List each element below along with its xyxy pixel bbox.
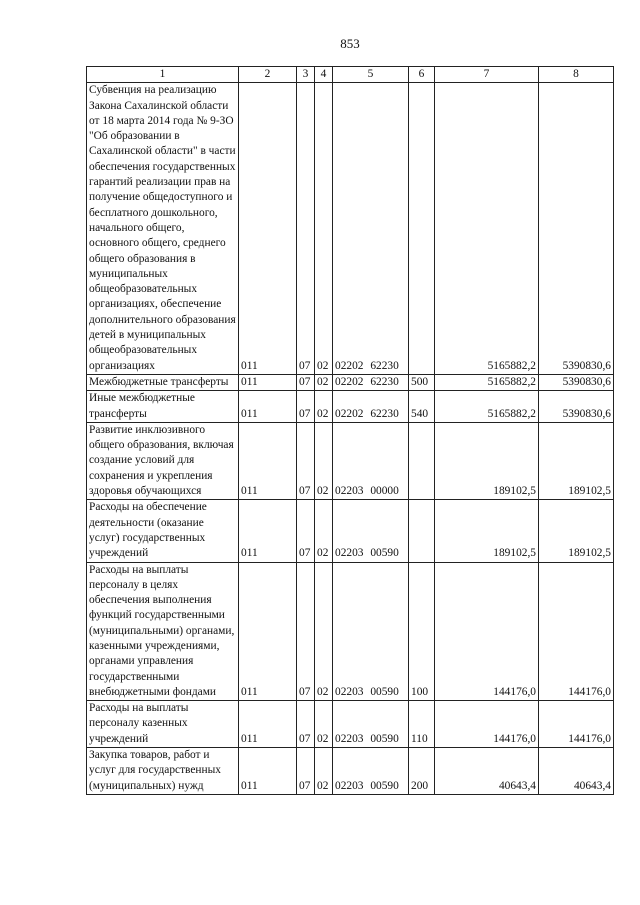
cell-section: 07 (297, 391, 315, 423)
cell-expense-type: 500 (409, 374, 435, 390)
cell-amount-2: 189102,5 (539, 500, 614, 562)
cell-amount-2: 5390830,6 (539, 374, 614, 390)
row-name: Расходы на обеспечение деятельности (оказание услуг) государственных учреждений (87, 500, 239, 562)
cell-expense-type: 110 (409, 701, 435, 748)
page-number: 853 (340, 36, 360, 51)
row-name: Межбюджетные трансферты (87, 374, 239, 390)
cell-ministry: 011 (239, 562, 297, 701)
table-row (87, 83, 614, 375)
cell-section: 07 (297, 83, 315, 375)
cell-amount-1: 40643,4 (435, 748, 539, 795)
cell-amount-2: 5390830,6 (539, 391, 614, 423)
cell-ministry: 011 (239, 701, 297, 748)
cell-expense-type: 100 (409, 562, 435, 701)
cell-section: 07 (297, 748, 315, 795)
cell-target-article: 02203 00590 (333, 701, 409, 748)
cell-subsection: 02 (315, 422, 333, 499)
cell-ministry: 011 (239, 83, 297, 375)
cell-amount-1: 5165882,2 (435, 391, 539, 423)
column-header: 5 (333, 67, 409, 83)
table-row (87, 500, 614, 562)
cell-expense-type: 540 (409, 391, 435, 423)
row-name: Расходы на выплаты персоналу казенных учреждений (87, 701, 239, 748)
table-row (87, 391, 614, 423)
cell-ministry: 011 (239, 374, 297, 390)
row-name: Расходы на выплаты персоналу в целях обеспечения выполнения функций государственными (муниципальными) органами, казенными учреждениями, органами управления государственными внебюджетными фондами (87, 562, 239, 701)
cell-amount-2: 40643,4 (539, 748, 614, 795)
cell-subsection: 02 (315, 562, 333, 701)
cell-expense-type (409, 422, 435, 499)
header-row (87, 67, 614, 83)
column-header: 7 (435, 67, 539, 83)
table-row (87, 374, 614, 390)
cell-amount-1: 144176,0 (435, 562, 539, 701)
cell-target-article: 02202 62230 (333, 374, 409, 390)
cell-ministry: 011 (239, 748, 297, 795)
cell-section: 07 (297, 562, 315, 701)
cell-expense-type (409, 500, 435, 562)
table-row (87, 748, 614, 795)
cell-target-article: 02203 00590 (333, 500, 409, 562)
cell-subsection: 02 (315, 748, 333, 795)
cell-amount-1: 189102,5 (435, 500, 539, 562)
row-name: Иные межбюджетные трансферты (87, 391, 239, 423)
row-name: Субвенция на реализацию Закона Сахалинской области от 18 марта 2014 года № 9-ЗО "Об образовании в Сахалинской области" в части обеспечения государственных гарантий реализации прав на получение общедоступного и бесплатного дошкольного, начального общего, основного общего, среднего общего образования в муниципальных общеобразовательных организациях, обеспечение дополнительного образования детей в муниципальных общеобразовательных организациях (87, 83, 239, 375)
column-header: 3 (297, 67, 315, 83)
column-header: 2 (239, 67, 297, 83)
cell-amount-2: 5390830,6 (539, 83, 614, 375)
cell-amount-1: 189102,5 (435, 422, 539, 499)
cell-amount-2: 189102,5 (539, 422, 614, 499)
cell-subsection: 02 (315, 391, 333, 423)
cell-expense-type: 200 (409, 748, 435, 795)
cell-target-article: 02202 62230 (333, 83, 409, 375)
cell-subsection: 02 (315, 500, 333, 562)
cell-amount-1: 5165882,2 (435, 83, 539, 375)
column-header: 8 (539, 67, 614, 83)
cell-section: 07 (297, 500, 315, 562)
column-header: 6 (409, 67, 435, 83)
cell-amount-2: 144176,0 (539, 562, 614, 701)
cell-section: 07 (297, 422, 315, 499)
cell-ministry: 011 (239, 391, 297, 423)
cell-amount-1: 144176,0 (435, 701, 539, 748)
cell-target-article: 02203 00000 (333, 422, 409, 499)
cell-target-article: 02203 00590 (333, 748, 409, 795)
column-header: 1 (87, 67, 239, 83)
row-name: Развитие инклюзивного общего образования, включая создание условий для сохранения и укрепления здоровья обучающихся (87, 422, 239, 499)
row-name: Закупка товаров, работ и услуг для государственных (муниципальных) нужд (87, 748, 239, 795)
table-row (87, 422, 614, 499)
cell-ministry: 011 (239, 500, 297, 562)
cell-target-article: 02203 00590 (333, 562, 409, 701)
cell-section: 07 (297, 374, 315, 390)
table-row (87, 562, 614, 701)
cell-amount-1: 5165882,2 (435, 374, 539, 390)
cell-target-article: 02202 62230 (333, 391, 409, 423)
cell-subsection: 02 (315, 374, 333, 390)
cell-section: 07 (297, 701, 315, 748)
table-row (87, 701, 614, 748)
budget-table (86, 66, 614, 795)
column-header: 4 (315, 67, 333, 83)
cell-subsection: 02 (315, 83, 333, 375)
cell-amount-2: 144176,0 (539, 701, 614, 748)
cell-expense-type (409, 83, 435, 375)
cell-subsection: 02 (315, 701, 333, 748)
cell-ministry: 011 (239, 422, 297, 499)
